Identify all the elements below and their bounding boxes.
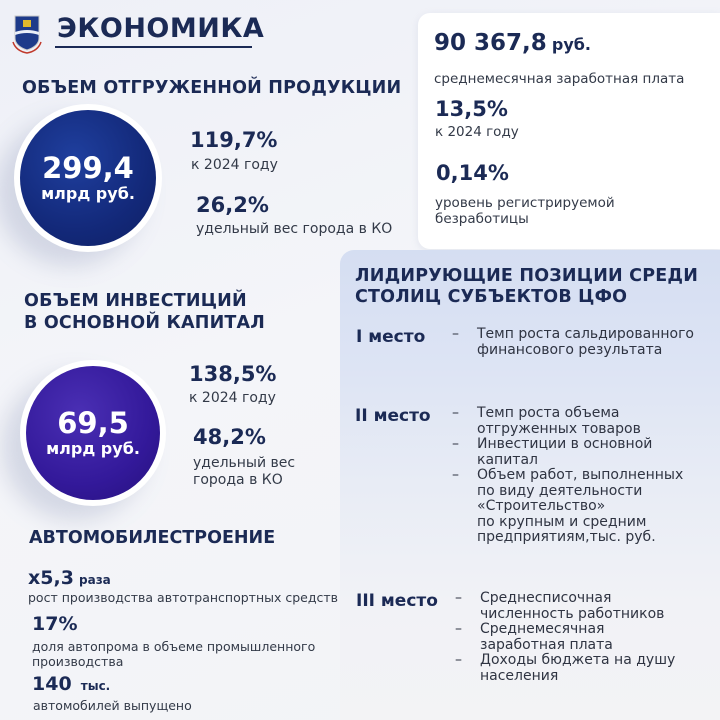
unemployment-label-line1: уровень регистрируемой <box>435 195 615 211</box>
investments-share-label <box>193 455 295 489</box>
dash-icon: – <box>452 405 459 421</box>
place-3-item-3-line1: Доходы бюджета на душу <box>480 652 676 668</box>
shipped-products-growth: 119,7% <box>190 128 278 152</box>
automotive-count <box>32 673 110 695</box>
shipped-products-circle <box>14 104 162 252</box>
title-underline <box>55 46 252 48</box>
place-2-item-1-line1: Темп роста объема <box>477 405 620 421</box>
leading-positions-title <box>355 266 698 308</box>
place-3-item-1-line1: Среднесписочная <box>480 590 612 606</box>
automotive-growth <box>28 567 111 589</box>
place-3-item-1-line2: численность работников <box>480 605 665 622</box>
automotive-share-label <box>32 639 315 669</box>
shipped-products-heading: ОБЪЕМ ОТГРУЖЕННОЙ ПРОДУКЦИИ <box>22 78 402 98</box>
coat-of-arms-icon <box>12 14 42 54</box>
salary-unit: руб. <box>551 35 591 54</box>
automotive-count-unit: тыс. <box>80 679 111 693</box>
salary-label: среднемесячная заработная плата <box>434 71 685 87</box>
leading-positions-title-line1: ЛИДИРУЮЩИЕ ПОЗИЦИИ СРЕДИ <box>355 266 699 286</box>
investments-growth-label: к 2024 году <box>189 390 276 406</box>
place-2-item-3-line3: «Строительство» <box>477 498 606 514</box>
place-2-list <box>452 406 683 546</box>
unemployment-value: 0,14% <box>436 161 509 185</box>
investments-value: 69,5 <box>57 406 129 440</box>
investments-disc <box>26 366 160 500</box>
investments-share-label-line1: удельный вес <box>193 455 296 471</box>
unemployment-label <box>435 195 615 227</box>
salary-growth-label: к 2024 году <box>435 124 519 140</box>
salary-value-row <box>434 30 591 56</box>
dash-icon: – <box>452 467 459 483</box>
shipped-products-disc <box>20 110 156 246</box>
place-2-item-2-line1: Инвестиции в основной <box>477 436 653 452</box>
investments-heading-line1: ОБЪЕМ ИНВЕСТИЦИЙ <box>24 291 247 311</box>
place-1-item <box>452 327 694 358</box>
investments-share-label-line2: города в КО <box>193 472 283 488</box>
shipped-products-value: 299,4 <box>42 151 134 185</box>
salary-growth: 13,5% <box>435 97 508 121</box>
place-3-item <box>455 653 675 684</box>
shipped-products-unit: млрд руб. <box>41 184 135 203</box>
dash-icon: – <box>455 652 462 668</box>
place-2-item-2-line2: капитал <box>477 451 538 468</box>
automotive-growth-label: рост производства автотранспортных средств <box>28 590 339 605</box>
place-2-item-3-line1: Объем работ, выполненных <box>477 467 684 483</box>
investments-growth: 138,5% <box>189 362 277 386</box>
place-1-item-1-line2: финансового результата <box>477 341 663 358</box>
leading-positions-title-line2: СТОЛИЦ СУБЪЕКТОВ ЦФО <box>355 287 628 307</box>
page-title: ЭКОНОМИКА <box>57 13 265 44</box>
investments-circle <box>20 360 166 506</box>
place-3-item <box>455 591 675 622</box>
automotive-growth-unit: раза <box>79 573 111 587</box>
place-2-item-1-line2: отгруженных товаров <box>477 420 641 437</box>
place-3-item <box>455 622 675 653</box>
place-1-item-1-line1: Темп роста сальдированного <box>477 326 694 342</box>
automotive-share-value: 17% <box>32 613 78 635</box>
place-1-list <box>452 327 694 358</box>
automotive-count-value: 140 <box>32 673 72 695</box>
investments-heading <box>24 290 265 334</box>
place-2-item <box>452 437 683 468</box>
place-3-list <box>455 591 675 684</box>
shipped-products-share-label: удельный вес города в КО <box>196 221 393 237</box>
place-1-label: I место <box>356 327 426 347</box>
dash-icon: – <box>455 621 462 637</box>
place-2-item <box>452 406 683 437</box>
dash-icon: – <box>452 326 459 342</box>
shipped-products-growth-label: к 2024 году <box>191 157 278 173</box>
investments-unit: млрд руб. <box>46 439 140 458</box>
dash-icon: – <box>455 590 462 606</box>
place-3-label: III место <box>356 591 438 611</box>
place-2-item-3-line2: по виду деятельности <box>477 482 643 499</box>
place-2-item-3-line5: предприятиям,тыс. руб. <box>477 529 656 545</box>
shipped-products-share: 26,2% <box>196 193 269 217</box>
investments-heading-line2: В ОСНОВНОЙ КАПИТАЛ <box>24 313 266 333</box>
automotive-heading: АВТОМОБИЛЕСТРОЕНИЕ <box>29 528 276 548</box>
automotive-count-label: автомобилей выпущено <box>33 698 192 713</box>
automotive-growth-value: x5,3 <box>28 567 74 589</box>
place-3-item-2-line1: Среднемесячная <box>480 621 605 637</box>
place-3-item-3-line2: населения <box>480 667 559 684</box>
salary-value: 90 367,8 <box>434 30 547 56</box>
place-2-item-3-line4: по крупным и средним <box>477 513 647 530</box>
automotive-share-label-line2: производства <box>32 654 124 669</box>
investments-share: 48,2% <box>193 425 266 449</box>
unemployment-label-line2: безработицы <box>435 211 529 227</box>
place-2-item <box>452 468 683 546</box>
place-2-label: II место <box>355 406 431 426</box>
place-3-item-2-line2: заработная плата <box>480 636 613 653</box>
dash-icon: – <box>452 436 459 452</box>
automotive-share-label-line1: доля автопрома в объеме промышленного <box>32 639 316 654</box>
